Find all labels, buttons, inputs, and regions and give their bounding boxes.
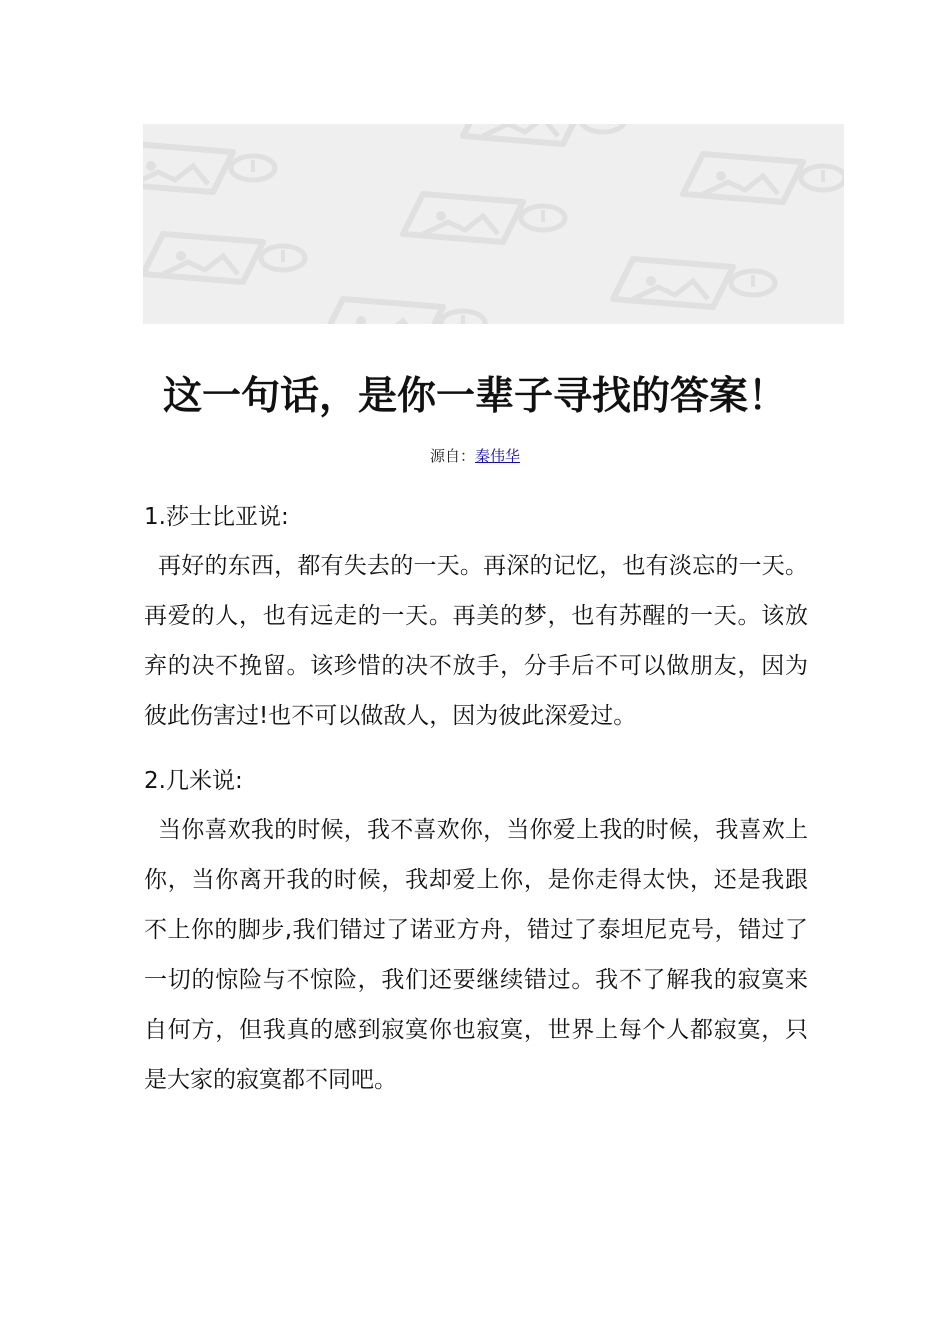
page-title: 这一句话，是你一辈子寻找的答案！	[162, 373, 787, 419]
section-paragraph: 再好的东西，都有失去的一天。再深的记忆，也有淡忘的一天。再爱的人，也有远走的一天。再美的梦，也有苏醒的一天。该放弃的决不挽留。该珍惜的决不放手，分手后不可以做朋友，因为彼此伤害过!也不可以做敌人，因为彼此深爱过。	[144, 553, 808, 729]
section-heading: 2.几米说:	[144, 768, 243, 794]
image-placeholder-icon	[143, 124, 844, 324]
image-placeholder-banner	[143, 124, 844, 324]
source-line	[0, 445, 950, 467]
section-paragraph: 当你喜欢我的时候，我不喜欢你，当你爱上我的时候，我喜欢上你，当你离开我的时候，我却爱上你，是你走得太快，还是我跟不上你的脚步,我们错过了诺亚方舟，错过了泰坦尼克号，错过了一切的惊险与不惊险，我们还要继续错过。我不了解我的寂寞来自何方，但我真的感到寂寞你也寂寞，世界上每个人都寂寞，只是大家的寂寞都不同吧。	[144, 817, 808, 1093]
section-shakespeare	[144, 497, 808, 741]
section-jimmy	[144, 761, 808, 1105]
source-label: 源自：	[429, 447, 475, 465]
section-heading: 1.莎士比亚说:	[144, 504, 289, 530]
article-body	[144, 497, 808, 1105]
source-author-link[interactable]: 秦伟华	[475, 447, 521, 465]
